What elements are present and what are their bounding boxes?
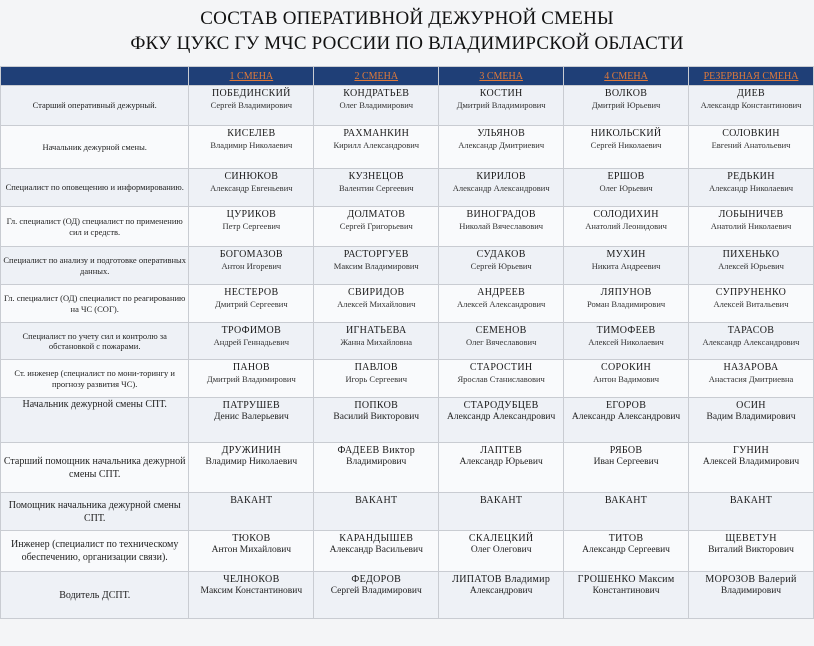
table-row xyxy=(1,285,814,323)
staff-cell xyxy=(439,285,564,323)
staff-surname: СИНЮКОВ xyxy=(224,171,279,182)
staff-surname: МУХИН xyxy=(606,249,646,260)
staff-cell xyxy=(564,531,689,572)
staff-surname: ПОПКОВ xyxy=(354,400,399,411)
staff-given-names: Антон Михайлович xyxy=(211,544,292,555)
staff-surname: МОРОЗОВ Валерий xyxy=(705,574,797,585)
staff-cell xyxy=(314,247,439,285)
staff-cell xyxy=(189,169,314,207)
table-row xyxy=(1,247,814,285)
staff-given-names: Александр Васильевич xyxy=(329,544,423,555)
staff-given-names: Вадим Владимирович xyxy=(706,411,796,422)
staff-given-names: Владимирович xyxy=(720,585,782,596)
staff-cell xyxy=(439,207,564,247)
position-title: Специалист по учету сил и контролю за обстановкой с пожарами. xyxy=(1,323,189,360)
position-title: Гл. специалист (ОД) специалист по применению сил и средств. xyxy=(1,207,189,247)
staff-cell xyxy=(564,493,689,531)
staff-surname: СОЛОВКИН xyxy=(722,128,780,139)
staff-surname: ИГНАТЬЕВА xyxy=(346,325,407,336)
staff-surname: АНДРЕЕВ xyxy=(477,287,526,298)
staff-given-names: Василий Викторович xyxy=(333,411,420,422)
staff-surname: СТАРОДУБЦЕВ xyxy=(463,400,539,411)
staff-cell xyxy=(564,126,689,169)
column-header-reserve: РЕЗЕРВНАЯ СМЕНА xyxy=(689,67,814,86)
staff-given-names: Сергей Николаевич xyxy=(590,139,662,150)
staff-given-names: Александр Николаевич xyxy=(708,182,794,193)
staff-given-names: Никита Андреевич xyxy=(591,260,661,271)
staff-given-names: Петр Сергеевич xyxy=(222,220,281,231)
staff-cell xyxy=(689,443,814,493)
staff-given-names: Александрович xyxy=(469,585,533,596)
staff-surname: БОГОМАЗОВ xyxy=(219,249,283,260)
staff-surname: СТАРОСТИН xyxy=(469,362,533,373)
staff-surname: СОРОКИН xyxy=(601,362,652,373)
staff-given-names: Дмитрий Владимирович xyxy=(206,373,296,384)
staff-given-names: Олег Олегович xyxy=(470,544,532,555)
staff-surname: ВАКАНТ xyxy=(729,495,773,506)
staff-cell xyxy=(189,531,314,572)
staff-given-names: Александр Александрович xyxy=(702,336,800,347)
staff-cell xyxy=(314,126,439,169)
staff-cell xyxy=(689,572,814,619)
staff-given-names: Алексей Михайлович xyxy=(337,298,416,309)
staff-surname: ГУНИН xyxy=(732,445,770,456)
staff-cell xyxy=(689,493,814,531)
staff-given-names: Валентин Сергеевич xyxy=(338,182,414,193)
position-title: Инженер (специалист по техническому обеспечению, организации связи). xyxy=(1,531,189,572)
staff-given-names: Андрей Геннадьевич xyxy=(213,336,290,347)
staff-cell xyxy=(564,169,689,207)
staff-given-names: Александр Сергеевич xyxy=(582,544,670,555)
staff-cell xyxy=(439,169,564,207)
staff-surname: ЛИПАТОВ Владимир xyxy=(452,574,551,585)
staff-cell xyxy=(439,126,564,169)
staff-surname: НАЗАРОВА xyxy=(723,362,779,373)
staff-surname: ПОБЕДИНСКИЙ xyxy=(212,88,291,99)
staff-given-names: Анатолий Николаевич xyxy=(710,220,792,231)
staff-surname: ПАТРУШЕВ xyxy=(222,400,281,411)
staff-given-names: Анатолий Леонидович xyxy=(585,220,667,231)
staff-cell xyxy=(439,323,564,360)
staff-given-names: Дмитрий Владимирович xyxy=(456,99,546,110)
staff-cell xyxy=(314,572,439,619)
staff-cell xyxy=(314,285,439,323)
staff-cell xyxy=(439,572,564,619)
staff-surname: НЕСТЕРОВ xyxy=(224,287,279,298)
staff-surname: ПАНОВ xyxy=(232,362,270,373)
staff-cell xyxy=(189,443,314,493)
position-title: Гл. специалист (ОД) специалист по реагированию на ЧС (СОГ). xyxy=(1,285,189,323)
staff-cell xyxy=(689,323,814,360)
position-title: Старший оперативный дежурный. xyxy=(1,86,189,126)
staff-cell xyxy=(689,360,814,398)
staff-given-names: Сергей Владимирович xyxy=(210,99,293,110)
table-row xyxy=(1,572,814,619)
staff-surname: СВИРИДОВ xyxy=(348,287,405,298)
staff-given-names: Антон Игоревич xyxy=(221,260,282,271)
staff-cell xyxy=(439,443,564,493)
staff-cell xyxy=(439,86,564,126)
staff-surname: ФАДЕЕВ Виктор xyxy=(337,445,416,456)
staff-cell xyxy=(689,398,814,443)
staff-surname: ЩЕВЕТУН xyxy=(725,533,777,544)
staff-cell xyxy=(314,360,439,398)
staff-given-names: Алексей Александрович xyxy=(456,298,546,309)
header-corner xyxy=(1,67,189,86)
staff-cell xyxy=(314,207,439,247)
staff-given-names: Дмитрий Сергеевич xyxy=(215,298,288,309)
staff-cell xyxy=(689,86,814,126)
staff-surname: СОЛОДИХИН xyxy=(593,209,659,220)
staff-surname: ЧЕЛНОКОВ xyxy=(223,574,280,585)
staff-cell xyxy=(189,86,314,126)
staff-cell xyxy=(564,360,689,398)
staff-surname: ВОЛКОВ xyxy=(604,88,648,99)
staff-cell xyxy=(189,323,314,360)
staff-given-names: Максим Владимирович xyxy=(333,260,419,271)
staff-surname: РАСТОРГУЕВ xyxy=(343,249,409,260)
staff-given-names: Александр Юрьевич xyxy=(459,456,543,467)
staff-cell xyxy=(564,572,689,619)
staff-given-names: Виталий Викторович xyxy=(708,544,794,555)
staff-surname: РЕДЬКИН xyxy=(727,171,775,182)
staff-surname: ЛАПТЕВ xyxy=(480,445,523,456)
staff-cell xyxy=(189,207,314,247)
staff-given-names: Алексей Владимирович xyxy=(702,456,800,467)
staff-given-names: Ярослав Станиславович xyxy=(457,373,545,384)
staff-given-names: Денис Валерьевич xyxy=(213,411,289,422)
staff-cell xyxy=(689,285,814,323)
staff-given-names: Александр Евгеньевич xyxy=(210,182,293,193)
staff-given-names: Александр Александрович xyxy=(571,411,681,422)
position-title: Специалист по оповещению и информированию. xyxy=(1,169,189,207)
staff-given-names: Владимирович xyxy=(346,456,407,467)
staff-surname: УЛЬЯНОВ xyxy=(477,128,526,139)
staff-surname: ВИНОГРАДОВ xyxy=(466,209,536,220)
staff-cell xyxy=(564,398,689,443)
table-row xyxy=(1,86,814,126)
staff-surname: ГРОШЕНКО Максим xyxy=(577,574,675,585)
staff-cell xyxy=(689,169,814,207)
staff-given-names: Роман Владимирович xyxy=(586,298,666,309)
staff-surname: ТРОФИМОВ xyxy=(221,325,282,336)
staff-cell xyxy=(564,285,689,323)
staff-cell xyxy=(189,398,314,443)
staff-cell xyxy=(689,247,814,285)
staff-cell xyxy=(189,493,314,531)
staff-cell xyxy=(689,126,814,169)
staff-cell xyxy=(564,443,689,493)
staff-cell xyxy=(564,207,689,247)
staff-cell xyxy=(314,531,439,572)
title-line-2: ФКУ ЦУКС ГУ МЧС РОССИИ ПО ВЛАДИМИРСКОЙ ОБЛАСТИ xyxy=(130,33,684,54)
staff-surname: ВАКАНТ xyxy=(604,495,648,506)
staff-surname: ДРУЖИНИН xyxy=(221,445,282,456)
staff-given-names: Игорь Сергеевич xyxy=(345,373,407,384)
staff-cell xyxy=(439,360,564,398)
staff-given-names: Александр Александрович xyxy=(452,182,550,193)
staff-surname: ФЕДОРОВ xyxy=(351,574,402,585)
staff-cell xyxy=(314,323,439,360)
table-body xyxy=(1,86,814,619)
staff-cell xyxy=(314,493,439,531)
position-title: Помощник начальника дежурной смены СПТ. xyxy=(1,493,189,531)
table-header-row xyxy=(1,67,814,86)
staff-given-names: Евгений Анатольевич xyxy=(711,139,791,150)
staff-cell xyxy=(439,398,564,443)
column-header-shift-3: 3 СМЕНА xyxy=(439,67,564,86)
staff-cell xyxy=(314,86,439,126)
staff-cell xyxy=(189,285,314,323)
staff-surname: ЛОБЫНИЧЕВ xyxy=(718,209,784,220)
staff-given-names: Сергей Владимирович xyxy=(330,585,422,596)
staff-cell xyxy=(564,323,689,360)
staff-cell xyxy=(189,247,314,285)
column-header-shift-4: 4 СМЕНА xyxy=(564,67,689,86)
staff-given-names: Александр Константинович xyxy=(700,99,802,110)
position-title: Начальник дежурной смены СПТ. xyxy=(1,398,189,443)
staff-given-names: Сергей Юрьевич xyxy=(470,260,532,271)
table-row xyxy=(1,323,814,360)
staff-given-names: Алексей Николаевич xyxy=(588,336,664,347)
title-line-1: СОСТАВ ОПЕРАТИВНОЙ ДЕЖУРНОЙ СМЕНЫ xyxy=(200,8,614,29)
staff-surname: РАХМАНКИН xyxy=(343,128,410,139)
page-title xyxy=(0,6,814,56)
staff-surname: ЛЯПУНОВ xyxy=(600,287,652,298)
position-title: Ст. инженер (специалист по мони-торингу и прогнозу развития ЧС). xyxy=(1,360,189,398)
staff-surname: ТАРАСОВ xyxy=(727,325,775,336)
staff-given-names: Александр Дмитриевич xyxy=(458,139,545,150)
staff-surname: ЦУРИКОВ xyxy=(226,209,277,220)
staff-cell xyxy=(189,572,314,619)
staff-surname: РЯБОВ xyxy=(609,445,643,456)
staff-surname: ВАКАНТ xyxy=(355,495,398,506)
staff-given-names: Алексей Витальевич xyxy=(713,298,789,309)
staff-given-names: Анастасия Дмитриевна xyxy=(708,373,794,384)
staff-surname: ЕРШОВ xyxy=(607,171,645,182)
position-title: Начальник дежурной смены. xyxy=(1,126,189,169)
table-row xyxy=(1,126,814,169)
duty-shift-table xyxy=(0,66,814,619)
staff-surname: СУПРУНЕНКО xyxy=(715,287,787,298)
staff-given-names: Иван Сергеевич xyxy=(593,456,659,467)
staff-surname: ПАВЛОВ xyxy=(354,362,398,373)
table-row xyxy=(1,207,814,247)
staff-given-names: Владимир Николаевич xyxy=(210,139,293,150)
staff-given-names: Александр Александрович xyxy=(447,411,556,422)
staff-surname: ЕГОРОВ xyxy=(605,400,647,411)
column-header-shift-1: 1 СМЕНА xyxy=(189,67,314,86)
staff-surname: СКАЛЕЦКИЙ xyxy=(468,533,534,544)
table-row xyxy=(1,443,814,493)
staff-cell xyxy=(314,443,439,493)
position-title: Старший помощник начальника дежурной смены СПТ. xyxy=(1,443,189,493)
staff-surname: КАРАНДЫШЕВ xyxy=(339,533,414,544)
staff-given-names: Сергей Григорьевич xyxy=(339,220,413,231)
staff-given-names: Максим Константинович xyxy=(200,585,303,596)
staff-given-names: Антон Вадимович xyxy=(593,373,660,384)
staff-surname: НИКОЛЬСКИЙ xyxy=(590,128,662,139)
staff-given-names: Жанна Михайловна xyxy=(340,336,413,347)
staff-cell xyxy=(564,86,689,126)
position-title: Специалист по анализу и подготовке оперативных данных. xyxy=(1,247,189,285)
staff-surname: ДИЕВ xyxy=(736,88,766,99)
staff-cell xyxy=(189,126,314,169)
staff-surname: ТИМОФЕЕВ xyxy=(596,325,656,336)
staff-given-names: Владимир Николаевич xyxy=(205,456,298,467)
staff-given-names: Олег Вячеславович xyxy=(465,336,537,347)
staff-given-names: Дмитрий Юрьевич xyxy=(591,99,661,110)
staff-cell xyxy=(439,531,564,572)
staff-cell xyxy=(564,247,689,285)
staff-surname: КУЗНЕЦОВ xyxy=(348,171,404,182)
staff-surname: КОСТИН xyxy=(479,88,523,99)
staff-cell xyxy=(439,493,564,531)
staff-surname: ДОЛМАТОВ xyxy=(347,209,406,220)
staff-cell xyxy=(314,398,439,443)
staff-given-names: Николай Вячеславович xyxy=(459,220,544,231)
staff-cell xyxy=(439,247,564,285)
staff-surname: ТИТОВ xyxy=(608,533,644,544)
table-row xyxy=(1,360,814,398)
table-row xyxy=(1,398,814,443)
staff-given-names: Олег Юрьевич xyxy=(599,182,653,193)
staff-surname: ВАКАНТ xyxy=(230,495,273,506)
staff-cell xyxy=(689,531,814,572)
staff-cell xyxy=(689,207,814,247)
staff-surname: ТЮКОВ xyxy=(232,533,271,544)
table-row xyxy=(1,493,814,531)
staff-given-names: Кирилл Александрович xyxy=(333,139,420,150)
staff-given-names: Олег Владимирович xyxy=(339,99,414,110)
staff-surname: ПИХЕНЬКО xyxy=(722,249,780,260)
staff-surname: КИРИЛОВ xyxy=(476,171,526,182)
staff-surname: КИСЕЛЕВ xyxy=(227,128,276,139)
staff-cell xyxy=(314,169,439,207)
table-row xyxy=(1,169,814,207)
position-title: Водитель ДСПТ. xyxy=(1,572,189,619)
column-header-shift-2: 2 СМЕНА xyxy=(314,67,439,86)
staff-surname: СЕМЕНОВ xyxy=(475,325,527,336)
staff-surname: КОНДРАТЬЕВ xyxy=(343,88,410,99)
staff-surname: ВАКАНТ xyxy=(480,495,523,506)
staff-surname: СУДАКОВ xyxy=(476,249,526,260)
staff-given-names: Константинович xyxy=(592,585,660,596)
staff-given-names: Алексей Юрьевич xyxy=(718,260,784,271)
table-row xyxy=(1,531,814,572)
staff-surname: ОСИН xyxy=(736,400,766,411)
staff-cell xyxy=(189,360,314,398)
